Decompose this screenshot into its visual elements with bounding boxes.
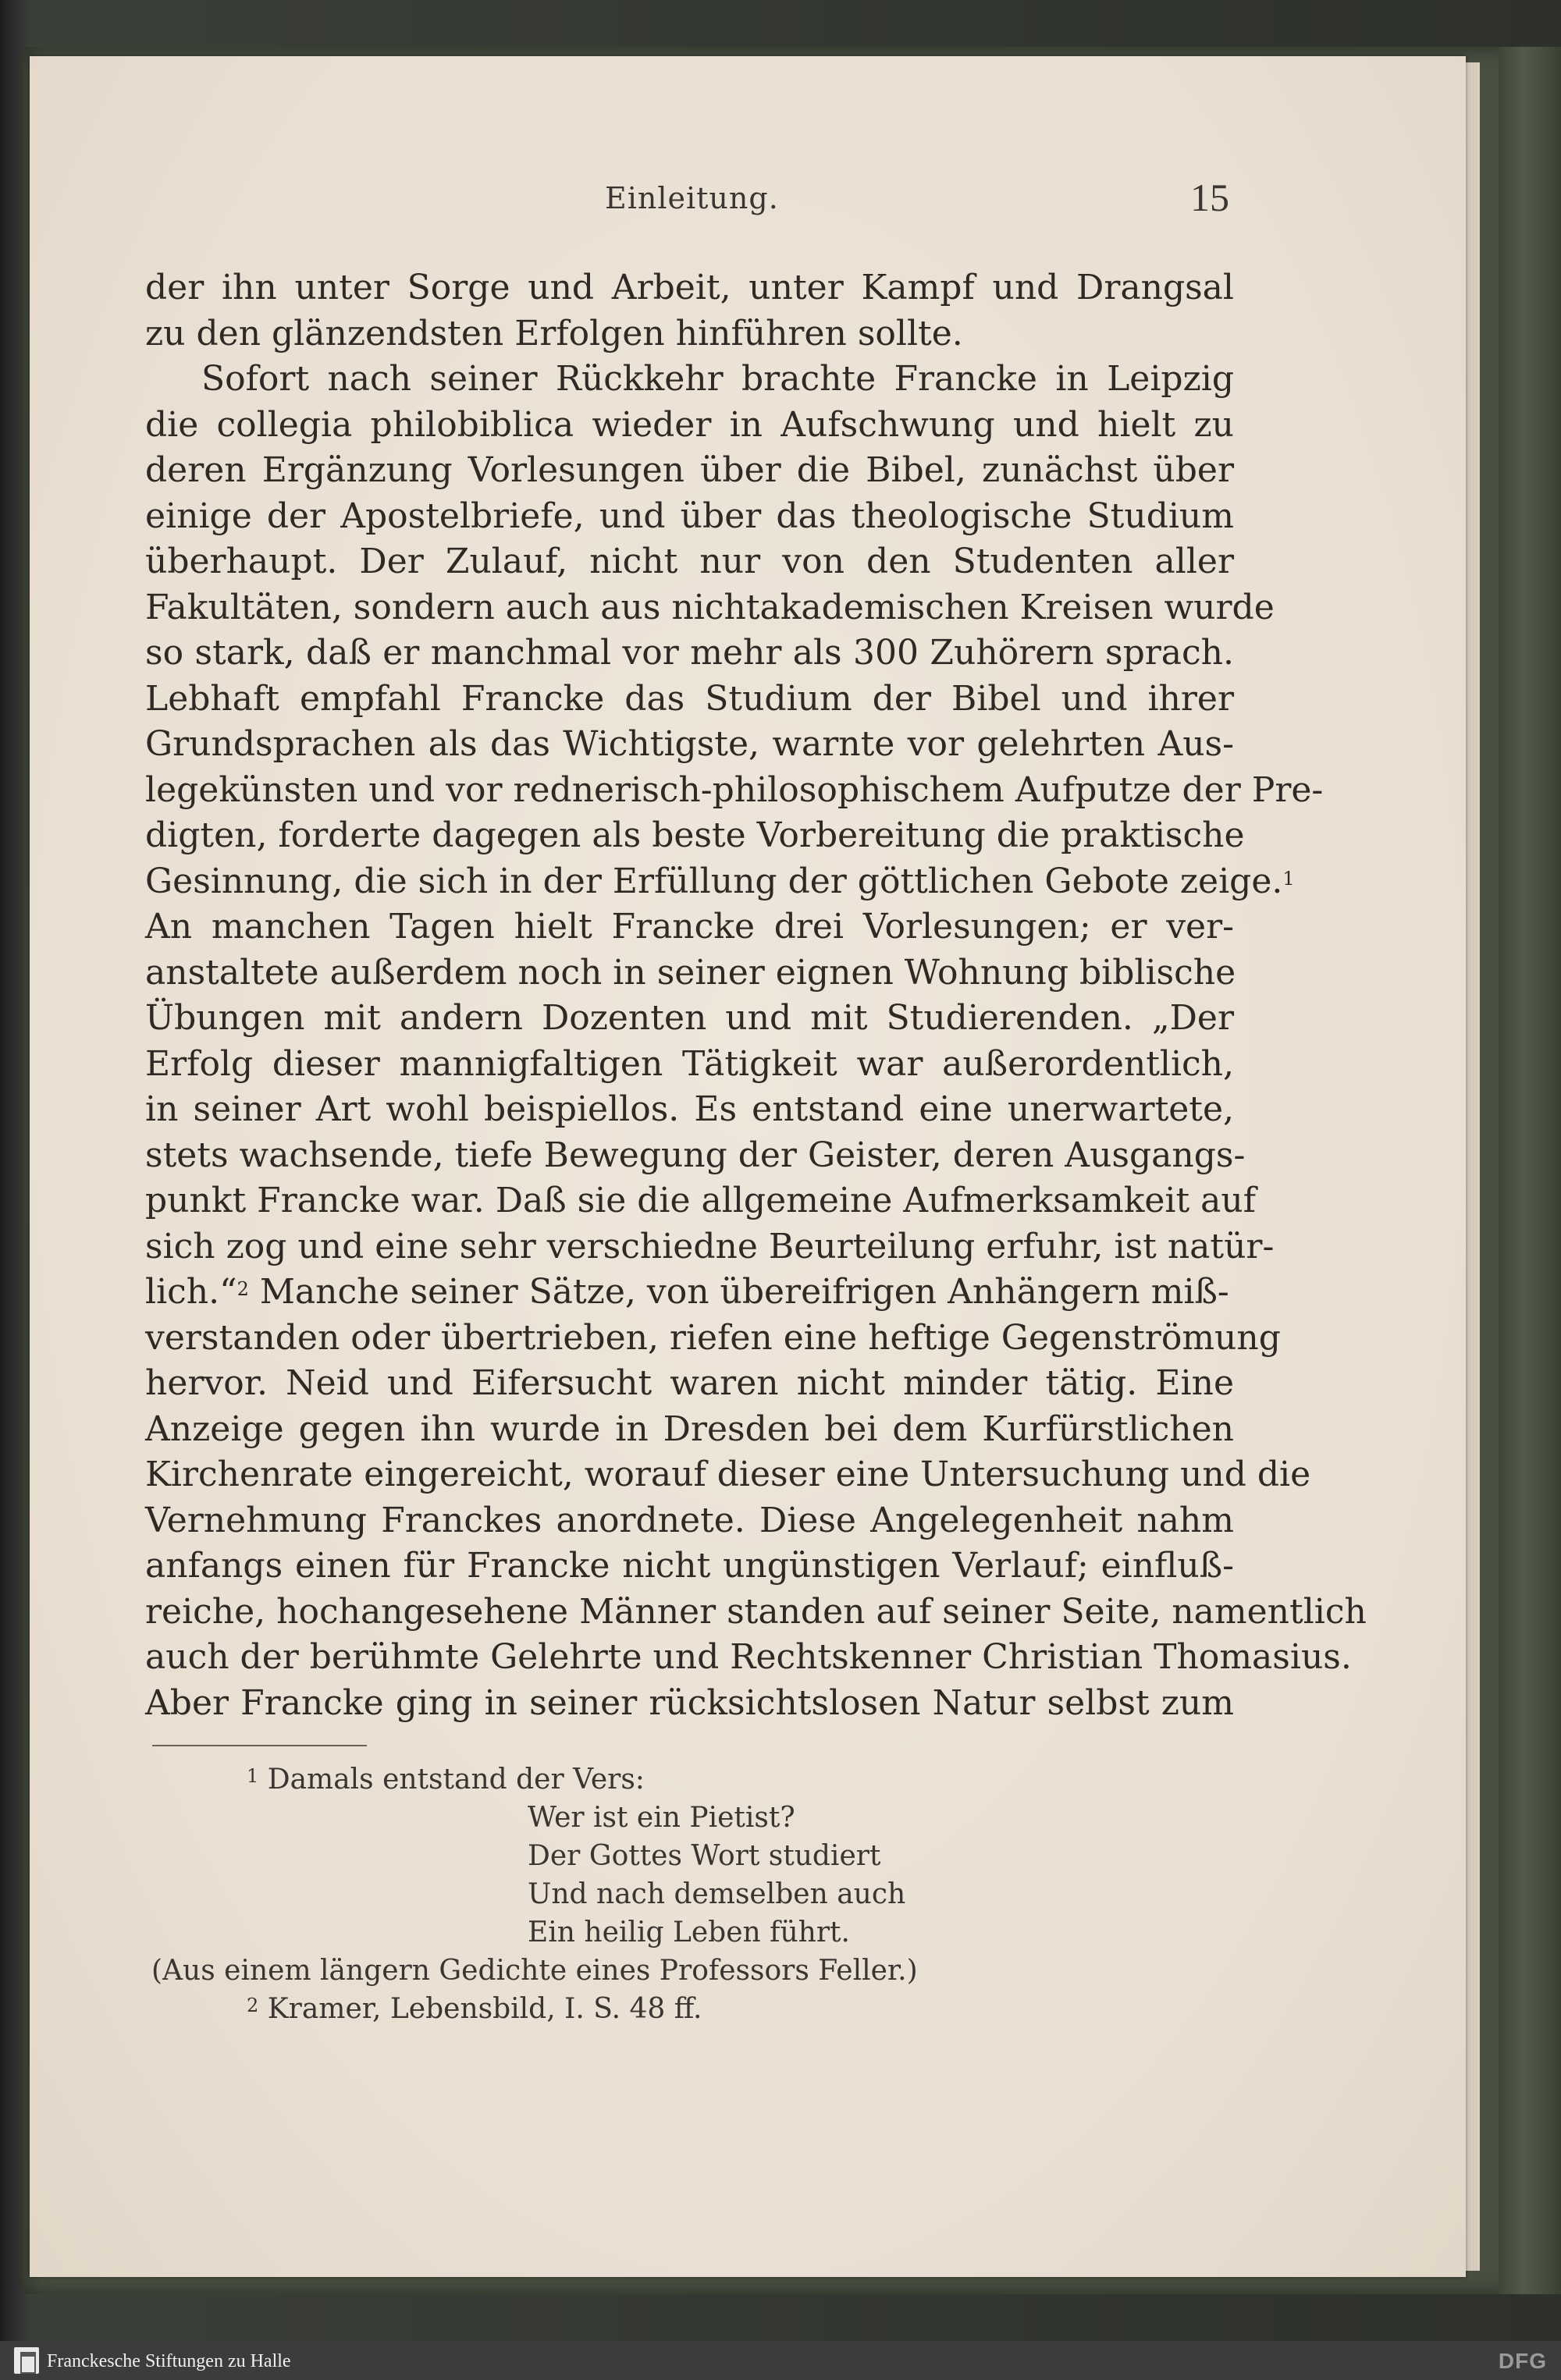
dfg-logo: DFG [1498, 2349, 1547, 2373]
text-line-content: lich.“ [145, 1272, 237, 1312]
footnote-ref-1: 1 [1282, 867, 1295, 890]
text-line: Lebhaft empfahl Francke das Studium der Bibel und ihrer [145, 678, 1234, 719]
footnote-2 [145, 1990, 1234, 2028]
text-line: verstanden oder übertrieben, riefen eine heftige Gegenströmung [145, 1317, 1281, 1358]
text-line: so stark, daß er manchmal vor mehr als 300 Zuhörern sprach. [145, 633, 1234, 673]
text-line: Übungen mit andern Dozenten und mit Studierenden. „Der [145, 998, 1234, 1038]
page-edges [1466, 62, 1480, 2271]
text-line: zu den glänzendsten Erfolgen hinführen sollte. [145, 313, 963, 353]
text-line-content: Gesinnung, die sich in der Erfüllung der göttlichen Gebote zeige. [145, 861, 1283, 901]
text-line-content: Manche seiner Sätze, von übereifrigen Anhängern miß- [248, 1272, 1229, 1312]
text-line: überhaupt. Der Zulauf, nicht nur von den Studenten aller [145, 542, 1234, 581]
text-line: anstaltete außerdem noch in seiner eignen Wohnung biblische [145, 952, 1236, 993]
text-line: der ihn unter Sorge und Arbeit, unter Kampf und Drangsal [145, 268, 1234, 307]
footnote-divider [152, 1745, 367, 1746]
footnote-1-source: (Aus einem längern Gedichte eines Professors Feller.) [151, 1955, 918, 1987]
body-text [145, 265, 1367, 1726]
text-line: An manchen Tagen hielt Francke drei Vorlesungen; er ver- [145, 907, 1234, 947]
text-line-with-footnote [145, 1270, 1234, 1316]
footnote-1-text: Damals entstand der Vers: [267, 1764, 645, 1796]
verse-line: Ein heilig Leben führt. [528, 1916, 850, 1948]
text-line: Sofort nach seiner Rückkehr brachte Francke in Leipzig [201, 359, 1234, 399]
text-line: sich zog und eine sehr verschiedne Beurteilung erfuhr, ist natür- [145, 1226, 1275, 1266]
text-line: punkt Francke war. Daß sie die allgemeine Aufmerksamkeit auf [145, 1181, 1256, 1220]
footnote-2-text: Kramer, Lebensbild, I. S. 48 ff. [267, 1993, 702, 2025]
text-line: Erfolg dieser mannigfaltigen Tätigkeit war außerordentlich, [145, 1043, 1234, 1084]
page-number: 15 [1190, 176, 1229, 219]
text-line: Anzeige gegen ihn wurde in Dresden bei dem Kurfürstlichen [145, 1408, 1234, 1449]
institution-logo-icon [14, 2347, 39, 2374]
footnotes [145, 1760, 1234, 2028]
footnote-ref-2: 2 [236, 1278, 249, 1300]
text-line: Grundsprachen als das Wichtigste, warnte vor gelehrten Aus- [145, 724, 1234, 764]
text-line: in seiner Art wohl beispiellos. Es entstand eine unerwartete, [145, 1089, 1234, 1129]
text-line: legekünsten und vor rednerisch-philosophischem Aufputze der Pre- [145, 769, 1324, 810]
verse-line: Der Gottes Wort studiert [528, 1840, 881, 1872]
text-line: Kirchenrate eingereicht, worauf dieser eine Untersuchung und die [145, 1455, 1311, 1494]
text-line: Aber Francke ging in seiner rücksichtslosen Natur selbst zum [145, 1682, 1234, 1723]
viewer-footer-bar [0, 2341, 1561, 2380]
text-line: deren Ergänzung Vorlesungen über die Bibel, zunächst über [145, 450, 1234, 490]
verse-line: Und nach demselben auch [528, 1878, 906, 1910]
text-line: hervor. Neid und Eifersucht waren nicht minder tätig. Eine [145, 1363, 1234, 1403]
text-line: reiche, hochangesehene Männer standen auf seiner Seite, namentlich [145, 1591, 1367, 1632]
footnote-marker-2: 2 [247, 1995, 259, 2016]
text-line: anfangs einen für Francke nicht ungünstigen Verlauf; einfluß- [145, 1546, 1234, 1586]
text-line: die collegia philobiblica wieder in Aufschwung und hielt zu [145, 404, 1234, 445]
text-line: digten, forderte dagegen als beste Vorbereitung die praktische [145, 815, 1245, 855]
footnote-marker-1: 1 [247, 1765, 259, 1787]
institution-name: Franckesche Stiftungen zu Halle [47, 2351, 291, 2371]
book-cover-edge [1499, 47, 1561, 2294]
text-line: einige der Apostelbriefe, und über das theologische Studium [145, 496, 1234, 536]
page-header [0, 176, 1561, 228]
text-line: stets wachsende, tiefe Bewegung der Geister, deren Ausgangs- [145, 1135, 1246, 1175]
text-line: Fakultäten, sondern auch aus nichtakademischen Kreisen wurde [145, 587, 1275, 627]
running-head: Einleitung. [605, 181, 779, 215]
verse-line: Wer ist ein Pietist? [528, 1802, 795, 1834]
text-line: auch der berühmte Gelehrte und Rechtskenner Christian Thomasius. [145, 1637, 1352, 1677]
text-line-with-footnote [145, 859, 1295, 905]
footnote-1 [145, 1760, 1234, 1799]
text-line: Vernehmung Franckes anordnete. Diese Angelegenheit nahm [145, 1500, 1234, 1540]
